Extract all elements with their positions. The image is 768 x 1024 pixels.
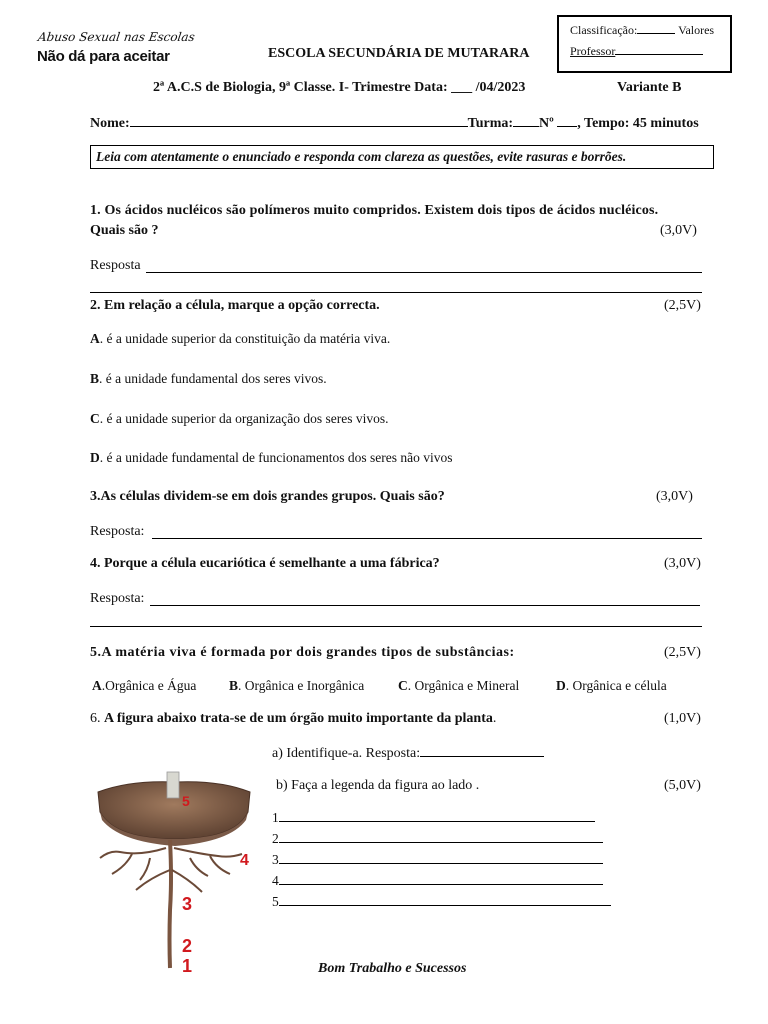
legend-line-2[interactable]: 2: [272, 831, 603, 847]
figure-label-3: 3: [182, 894, 193, 914]
q3-answer-line[interactable]: [152, 538, 702, 539]
classification-box: [557, 15, 732, 73]
classificacao-label: Classificação:: [570, 23, 638, 37]
logo-line2: Não dá para aceitar: [37, 48, 170, 65]
nome-label: Nome:: [90, 116, 130, 131]
valores-label: Valores: [678, 23, 715, 37]
q6a-answer-field[interactable]: [420, 745, 544, 757]
q6b-points: (5,0V): [664, 778, 701, 793]
q5-option-b[interactable]: B. Orgânica e Inorgânica: [229, 678, 365, 693]
exam-subtitle: 2ª A.C.S de Biologia, 9ª Classe. I- Trimestre Data: ___ /04/2023: [153, 80, 526, 95]
instructions-text: Leia com atentamente o enunciado e responda com clareza as questões, evite rasuras e borrões.: [96, 149, 627, 164]
variant-label: Variante B: [617, 80, 682, 95]
q2-text: 2. Em relação a célula, marque a opção correcta.: [90, 298, 380, 313]
numero-label: Nº: [539, 116, 554, 131]
q4-text: 4. Porque a célula eucariótica é semelhante a uma fábrica?: [90, 556, 440, 571]
q5-option-a[interactable]: A.Orgânica e Água: [92, 678, 197, 693]
q1-answer-label: Resposta: [90, 258, 141, 273]
figure-label-2: 2: [182, 936, 193, 956]
legend-line-5[interactable]: 5: [272, 894, 611, 910]
logo-line1: Abuso Sexual nas Escolas: [37, 30, 196, 44]
legend-line-4[interactable]: 4: [272, 873, 603, 889]
q6-points: (1,0V): [664, 711, 701, 726]
q3-answer-label: Resposta:: [90, 524, 145, 539]
q3-text: 3.As células dividem-se em dois grandes grupos. Quais são?: [90, 489, 445, 504]
q6a-text: a) Identifique-a. Resposta:: [272, 745, 544, 762]
legend-line-3[interactable]: 3: [272, 852, 603, 868]
q1-text-line1: 1. Os ácidos nucléicos são polímeros muito compridos. Existem dois tipos de ácidos nucléicos.: [90, 203, 659, 218]
q6-text: 6. A figura abaixo trata-se de um órgão muito importante da planta.: [90, 711, 497, 726]
q1-answer-line-1[interactable]: [146, 272, 702, 273]
main-root: [170, 840, 172, 968]
classification-row: [570, 22, 714, 38]
q1-answer-line-2[interactable]: [90, 292, 702, 293]
tempo-label: , Tempo: 45 minutos: [577, 116, 699, 131]
school-title: ESCOLA SECUNDÁRIA DE MUTARARA: [268, 46, 530, 61]
numero-field[interactable]: [557, 115, 577, 127]
turma-label: Turma:: [467, 116, 514, 131]
name-row: [90, 115, 699, 132]
q2-option-c[interactable]: C. é a unidade superior da organização dos seres vivos.: [90, 411, 389, 426]
professor-row: [570, 43, 703, 59]
instructions-box: [90, 145, 714, 169]
figure-label-5: 5: [182, 793, 190, 809]
q5-option-c[interactable]: C. Orgânica e Mineral: [398, 678, 520, 693]
q4-points: (3,0V): [664, 556, 701, 571]
q2-option-a[interactable]: A. é a unidade superior da constituição da matéria viva.: [90, 331, 391, 346]
figure-label-1: 1: [182, 956, 193, 975]
root-figure: [90, 770, 260, 975]
q5-points: (2,5V): [664, 645, 701, 660]
q2-option-b[interactable]: B. é a unidade fundamental dos seres vivos.: [90, 371, 327, 386]
nome-field[interactable]: [130, 115, 468, 127]
figure-label-4: 4: [240, 852, 249, 869]
q2-points: (2,5V): [664, 298, 701, 313]
q5-option-d[interactable]: D. Orgânica e célula: [556, 678, 667, 693]
q4-answer-line-2[interactable]: [90, 626, 702, 627]
q2-option-d[interactable]: D. é a unidade fundamental de funcionamentos dos seres não vivos: [90, 450, 453, 465]
q4-answer-label: Resposta:: [90, 591, 145, 606]
professor-label: Professor: [570, 44, 616, 58]
legend-line-1[interactable]: 1: [272, 810, 595, 826]
stem: [167, 772, 179, 798]
q4-answer-line-1[interactable]: [150, 605, 700, 606]
q1-text-line2: Quais são ?: [90, 223, 159, 238]
footer-text: Bom Trabalho e Sucessos: [318, 961, 467, 976]
q5-text: 5.A matéria viva é formada por dois grandes tipos de substâncias:: [90, 645, 515, 660]
q6b-text: b) Faça a legenda da figura ao lado .: [276, 778, 480, 793]
q3-points: (3,0V): [656, 489, 693, 504]
q1-points: (3,0V): [660, 223, 697, 238]
turma-field[interactable]: [513, 115, 539, 127]
